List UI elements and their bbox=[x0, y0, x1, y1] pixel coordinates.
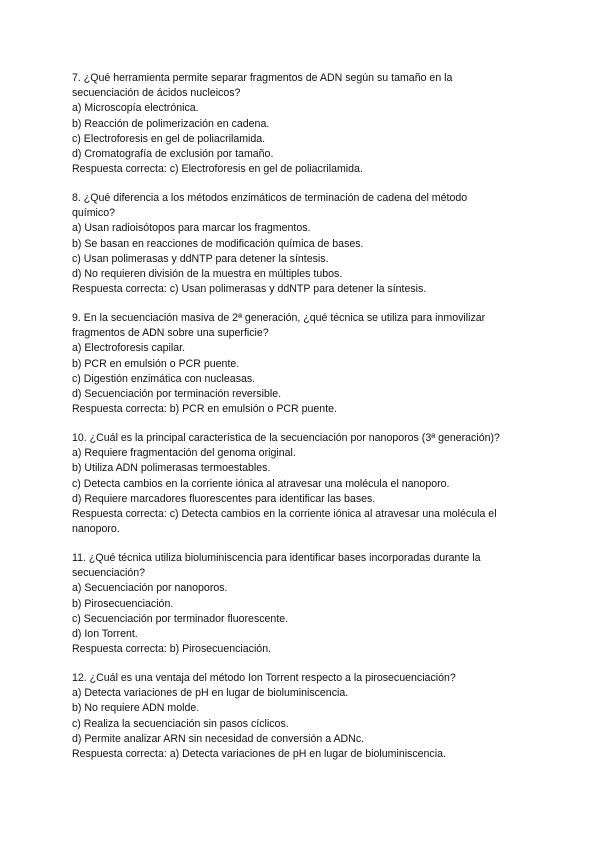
correct-answer: Respuesta correcta: c) Usan polimerasas y ddNTP para detener la síntesis. bbox=[72, 283, 427, 296]
correct-answer: nanoporo. bbox=[72, 523, 120, 536]
correct-answer: Respuesta correcta: b) PCR en emulsión o PCR puente. bbox=[72, 403, 337, 416]
answer-option: b) Reacción de polimerización en cadena. bbox=[72, 117, 270, 130]
answer-option: c) Digestión enzimática con nucleasas. bbox=[72, 372, 256, 385]
answer-option: a) Requiere fragmentación del genoma original. bbox=[72, 447, 296, 460]
question-block bbox=[72, 671, 542, 762]
answer-option: d) Cromatografía de exclusión por tamaño. bbox=[72, 148, 274, 161]
answer-option: a) Electroforesis capilar. bbox=[72, 342, 186, 355]
question-text: 8. ¿Qué diferencia a los métodos enzimáticos de terminación de cadena del método bbox=[72, 192, 468, 205]
answer-option: d) Permite analizar ARN sin necesidad de conversión a ADNc. bbox=[72, 732, 365, 745]
answer-option: d) Secuenciación por terminación reversible. bbox=[72, 388, 282, 401]
question-text: 10. ¿Cuál es la principal característica de la secuenciación por nanoporos (3ª generación)? bbox=[72, 432, 500, 445]
question-text: químico? bbox=[72, 207, 115, 220]
correct-answer: Respuesta correcta: c) Detecta cambios en la corriente iónica al atravesar una molécula el bbox=[72, 508, 497, 521]
question-block bbox=[72, 311, 542, 417]
question-text: 7. ¿Qué herramienta permite separar fragmentos de ADN según su tamaño en la bbox=[72, 72, 453, 84]
question-block bbox=[72, 551, 542, 657]
answer-option: d) No requieren división de la muestra en múltiples tubos. bbox=[72, 268, 343, 281]
question-text: fragmentos de ADN sobre una superficie? bbox=[72, 327, 269, 340]
answer-option: b) Pirosecuenciación. bbox=[72, 597, 174, 610]
answer-option: a) Secuenciación por nanoporos. bbox=[72, 582, 228, 595]
answer-option: a) Detecta variaciones de pH en lugar de bioluminiscencia. bbox=[72, 687, 349, 700]
answer-option: c) Usan polimerasas y ddNTP para detener la síntesis. bbox=[72, 252, 329, 265]
answer-option: b) PCR en emulsión o PCR puente. bbox=[72, 357, 240, 370]
answer-option: d) Ion Torrent. bbox=[72, 628, 138, 641]
answer-option: d) Requiere marcadores fluorescentes para identificar las bases. bbox=[72, 492, 376, 505]
question-block bbox=[72, 71, 542, 177]
question-text: 11. ¿Qué técnica utiliza bioluminiscencia para identificar bases incorporadas durante la bbox=[72, 552, 481, 565]
answer-option: a) Microscopía electrónica. bbox=[72, 102, 199, 115]
document-page bbox=[72, 71, 542, 776]
answer-option: c) Realiza la secuenciación sin pasos cíclicos. bbox=[72, 717, 289, 730]
correct-answer: Respuesta correcta: a) Detecta variaciones de pH en lugar de bioluminiscencia. bbox=[72, 748, 446, 761]
correct-answer: Respuesta correcta: c) Electroforesis en gel de poliacrilamida. bbox=[72, 163, 363, 176]
answer-option: b) Utiliza ADN polimerasas termoestables. bbox=[72, 462, 271, 475]
answer-option: c) Electroforesis en gel de poliacrilamida. bbox=[72, 132, 266, 145]
question-text: 9. En la secuenciación masiva de 2ª generación, ¿qué técnica se utiliza para inmovilizar bbox=[72, 312, 486, 325]
answer-option: c) Secuenciación por terminador fluorescente. bbox=[72, 612, 289, 625]
question-block bbox=[72, 431, 542, 537]
answer-option: c) Detecta cambios en la corriente iónica al atravesar una molécula el nanoporo. bbox=[72, 477, 450, 490]
answer-option: a) Usan radioisótopos para marcar los fragmentos. bbox=[72, 222, 311, 235]
question-text: secuenciación de ácidos nucleicos? bbox=[72, 87, 241, 100]
answer-option: b) Se basan en reacciones de modificación química de bases. bbox=[72, 237, 364, 250]
question-text: secuenciación? bbox=[72, 567, 146, 580]
question-block bbox=[72, 191, 542, 297]
question-text: 12. ¿Cuál es una ventaja del método Ion Torrent respecto a la pirosecuenciación? bbox=[72, 672, 456, 685]
answer-option: b) No requiere ADN molde. bbox=[72, 702, 200, 715]
correct-answer: Respuesta correcta: b) Pirosecuenciación. bbox=[72, 643, 272, 656]
